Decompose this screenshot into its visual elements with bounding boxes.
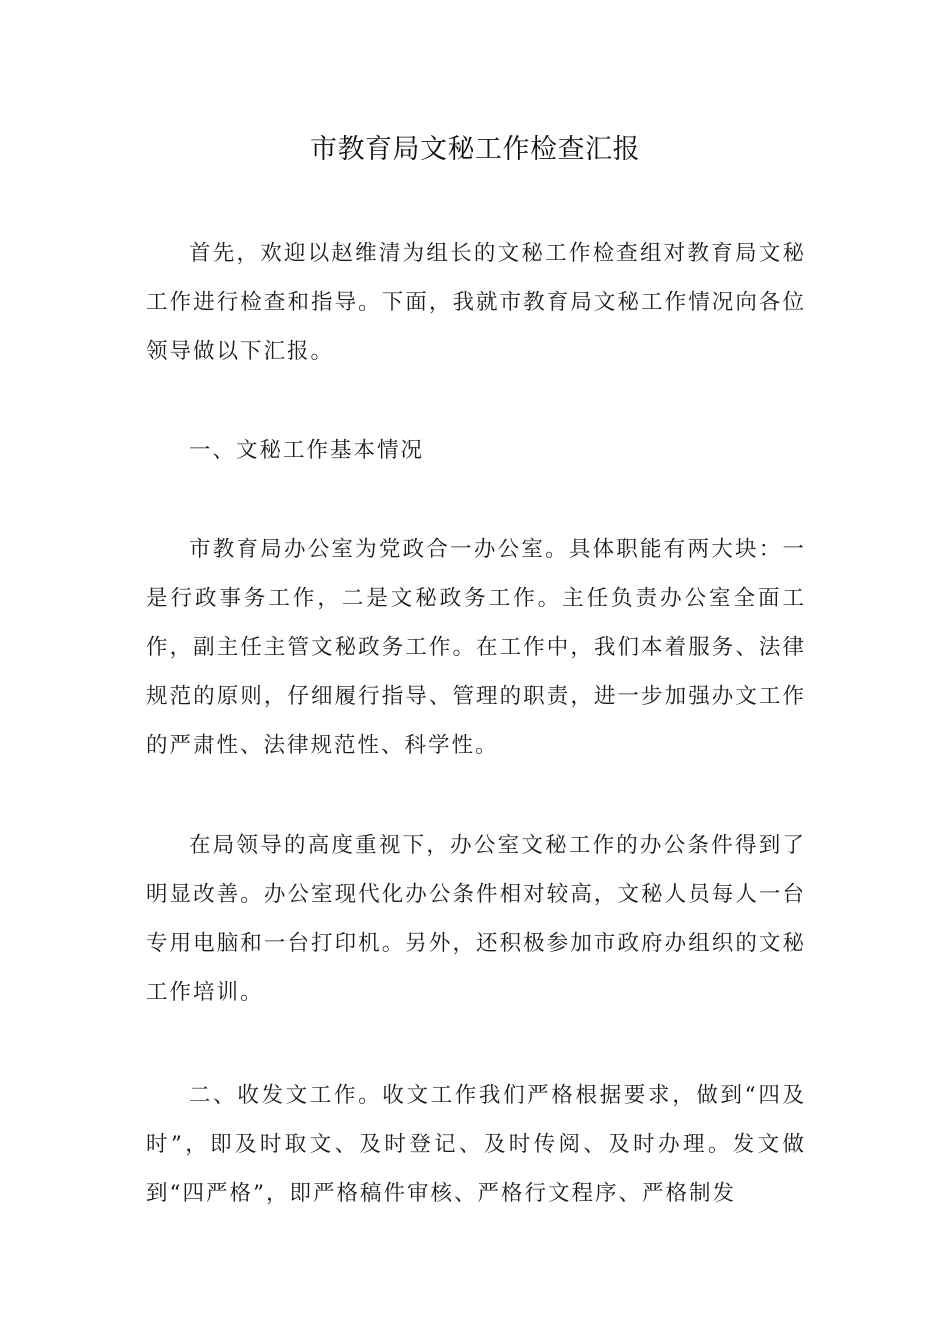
section-heading-basic-situation: 一、文秘工作基本情况 — [189, 438, 425, 463]
paragraph-document-handling: 二、收发文工作。收文工作我们严格根据要求，做到“四及时”，即及时取文、及时登记、及时传阅、及时办理。发文做到“四严格”，即严格稿件审核、严格行文程序、严格制发 — [146, 1083, 806, 1206]
paragraph-intro: 首先，欢迎以赵维清为组长的文秘工作检查组对教育局文秘工作进行检查和指导。下面，我就市教育局文秘工作情况向各位领导做以下汇报。 — [146, 241, 806, 364]
paragraph-office-conditions: 在局领导的高度重视下，办公室文秘工作的办公条件得到了明显改善。办公室现代化办公条件相对较高，文秘人员每人一台专用电脑和一台打印机。另外，还积极参加市政府办组织的文秘工作培训。 — [146, 833, 806, 1005]
document-title: 市教育局文秘工作检查汇报 — [310, 134, 640, 165]
paragraph-office-duties: 市教育局办公室为党政合一办公室。具体职能有两大块：一是行政事务工作，二是文秘政务工作。主任负责办公室全面工作，副主任主管文秘政务工作。在工作中，我们本着服务、法律规范的原则，仔细履行指导、管理的职责，进一步加强办文工作的严肃性、法律规范性、科学性。 — [146, 537, 806, 758]
